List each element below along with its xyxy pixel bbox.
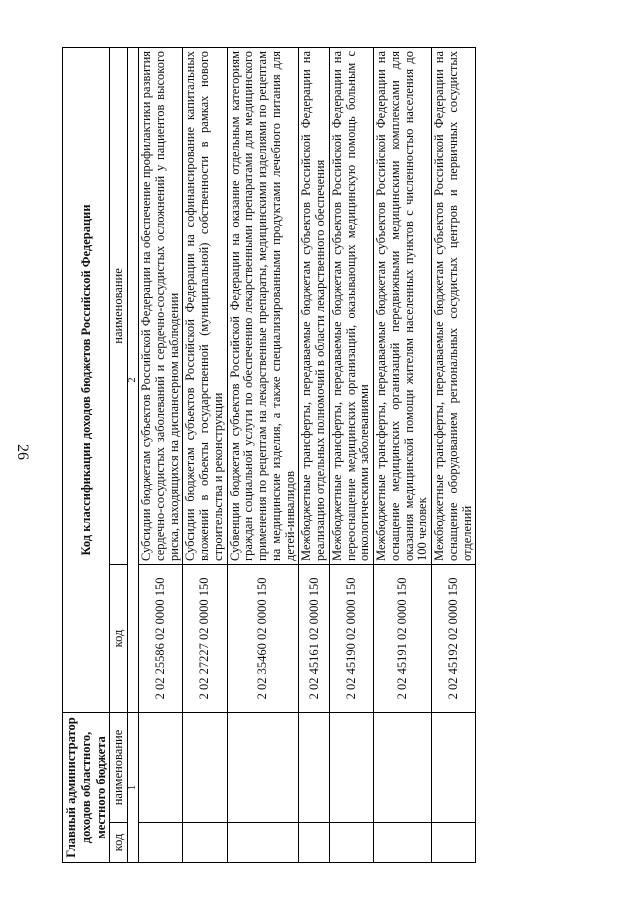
- classification-code-cell: 2 02 45161 02 0000 150: [299, 564, 330, 712]
- classification-code-cell: 2 02 45191 02 0000 150: [374, 564, 432, 712]
- classification-name-cell: Субсидии бюджетам субъектов Российской Федерации на софинансирование капитальных вложений в объекты государственной (муниципальной) собственности в рамках нового строительства и реконструкции: [183, 47, 227, 564]
- table-row: [329, 47, 373, 862]
- classification-code-cell: 2 02 35460 02 0000 150: [227, 564, 299, 712]
- classification-code-cell: 2 02 45192 02 0000 150: [432, 564, 476, 712]
- admin-name-cell: [374, 712, 432, 822]
- admin-name-cell: [139, 712, 183, 822]
- classification-name-cell: Межбюджетные трансферты, передаваемые бюджетам субъектов Российской Федерации на реализацию отдельных полномочий в области лекарственного обеспечения: [299, 47, 330, 564]
- classification-name-cell: Межбюджетные трансферты, передаваемые бюджетам субъектов Российской Федерации на переоснащение медицинских организаций, оказывающих медицинскую помощь больным с онкологическими заболеваниями: [329, 47, 373, 564]
- header-classification: Код классификации доходов бюджетов Российской Федерации: [63, 47, 110, 712]
- header-admin: Главный администратор доходов областного, местного бюджета: [63, 712, 110, 862]
- admin-code-cell: [374, 823, 432, 863]
- table-row: [227, 47, 299, 862]
- table-header-row: [63, 47, 110, 862]
- admin-name-cell: [329, 712, 373, 822]
- admin-code-cell: [183, 823, 227, 863]
- classification-name-cell: Субвенции бюджетам субъектов Российской Федерации на оказание отдельным категориям граждан социальной услуги по обеспечению лекарственными препаратами для медицинского применения по рецептам на лекарственные препараты, медицинскими изделиями по рецептам на медицинские изделия, а также специализированными продуктами лечебного питания для детей-инвалидов: [227, 47, 299, 564]
- subheader-name: наименование: [110, 47, 128, 564]
- admin-code-cell: [432, 823, 476, 863]
- classification-name-cell: Субсидии бюджетам субъектов Российской Федерации на обеспечение профилактики развития сердечно-сосудистых заболеваний и сердечно-сосудистых осложнений у пациентов высокого риска, находящихся на диспансерном наблюдении: [139, 47, 183, 564]
- classification-name-cell: Межбюджетные трансферты, передаваемые бюджетам субъектов Российской Федерации на оснащение медицинских организаций передвижными медицинскими комплексами для оказания медицинской помощи жителям населенных пунктов с численностью населения до 100 человек: [374, 47, 432, 564]
- classification-code-cell: 2 02 45190 02 0000 150: [329, 564, 373, 712]
- classification-code-cell: 2 02 25586 02 0000 150: [139, 564, 183, 712]
- table-subheader-row: [110, 47, 128, 862]
- page-number: 26: [14, 444, 31, 460]
- admin-name-cell: [227, 712, 299, 822]
- admin-code-cell: [299, 823, 330, 863]
- classification-name-cell: Межбюджетные трансферты, передаваемые бюджетам субъектов Российской Федерации на оснащение оборудованием региональных сосудистых центров и первичных сосудистых отделений: [432, 47, 476, 564]
- admin-code-cell: [329, 823, 373, 863]
- admin-code-cell: [227, 823, 299, 863]
- table-row: [432, 47, 476, 862]
- table-row: [299, 47, 330, 862]
- admin-name-cell: [299, 712, 330, 822]
- rotated-page-content: [62, 48, 557, 863]
- table-row: [183, 47, 227, 862]
- table-row: [374, 47, 432, 862]
- revenue-classification-table: [62, 47, 476, 863]
- column-index-1: 1: [128, 712, 139, 862]
- column-index-2: 2: [128, 47, 139, 712]
- admin-name-cell: [432, 712, 476, 822]
- classification-code-cell: 2 02 27227 02 0000 150: [183, 564, 227, 712]
- subheader-code: код: [110, 564, 128, 712]
- subheader-admin-name: наименование: [110, 712, 128, 822]
- admin-name-cell: [183, 712, 227, 822]
- table-index-row: [128, 47, 139, 862]
- table-row: [139, 47, 183, 862]
- subheader-admin-code: код: [110, 823, 128, 863]
- admin-code-cell: [139, 823, 183, 863]
